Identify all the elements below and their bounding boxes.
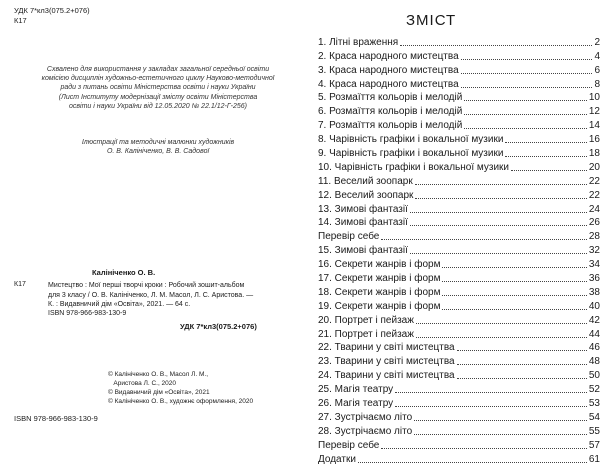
toc-item-title: 1. Літні враження [318, 36, 399, 48]
toc-item-page: 2 [594, 36, 600, 48]
toc-list [318, 35, 600, 466]
toc-leader-dots [358, 462, 587, 463]
toc-item-title: 23. Тварини у світі мистецтва [318, 356, 455, 368]
toc-item [318, 229, 600, 243]
toc-leader-dots [457, 364, 587, 365]
toc-leader-dots [442, 309, 586, 310]
catalog-line: для 3 класу / О. В. Калініченко, Л. М. Масол, Л. С. Аристова. — [48, 291, 254, 299]
udc-header [14, 6, 90, 26]
toc-item-title: 2. Краса народного мистецтва [318, 50, 459, 62]
toc-item-title: 20. Портрет і пейзаж [318, 314, 414, 326]
toc-leader-dots [381, 239, 587, 240]
toc-item-page: 26 [588, 217, 600, 229]
toc-leader-dots [461, 59, 593, 60]
toc-leader-dots [410, 212, 587, 213]
toc-leader-dots [400, 45, 592, 46]
toc-item-title: 8. Чарівність графіки і вокальної музики [318, 134, 504, 146]
toc-item-page: 22 [588, 189, 600, 201]
toc-item [318, 216, 600, 230]
toc-item [318, 49, 600, 63]
catalog-index: К17 [14, 281, 26, 288]
catalog-isbn: ISBN 978-966-983-130-9 [48, 310, 127, 317]
toc-item-page: 57 [588, 439, 600, 451]
approval-line: (Лист Інституту модернізації змісту освіти Міністерства [58, 93, 258, 101]
copyright-line: © Калініченко О. В., Масол Л. М., [108, 371, 209, 378]
toc-item-page: 16 [588, 134, 600, 146]
toc-leader-dots [457, 378, 587, 379]
toc-item-page: 54 [588, 411, 600, 423]
toc-item-page: 6 [594, 64, 600, 76]
toc-leader-dots [395, 406, 587, 407]
toc-item [318, 35, 600, 49]
toc-item-page: 61 [588, 453, 600, 465]
copyright-line: © Видавничий дім «Освіта», 2021 [108, 389, 210, 396]
toc-item [318, 341, 600, 355]
approval-line: комісією дисциплін художньо-естетичного циклу Науково-методичної [41, 75, 275, 83]
toc-item-page: 48 [588, 356, 600, 368]
toc-item-title: 22. Тварини у світі мистецтва [318, 342, 455, 354]
toc-item [318, 104, 600, 118]
toc-item-title: 16. Секрети жанрів і форм [318, 259, 441, 271]
toc-item [318, 77, 600, 91]
toc-item-page: 44 [588, 328, 600, 340]
toc-item [318, 160, 600, 174]
toc-leader-dots [464, 100, 587, 101]
toc-item-title: 19. Секрети жанрів і форм [318, 300, 441, 312]
toc-item-page: 38 [588, 286, 600, 298]
toc-leader-dots [457, 350, 587, 351]
toc-leader-dots [415, 184, 587, 185]
toc-item-title: 4. Краса народного мистецтва [318, 78, 459, 90]
toc-item [318, 382, 600, 396]
author-index: К17 [14, 16, 27, 25]
toc-item-page: 14 [588, 120, 600, 132]
toc-item [318, 285, 600, 299]
toc-item-title: 26. Магія театру [318, 398, 394, 410]
toc-item-page: 53 [588, 398, 600, 410]
toc-leader-dots [464, 128, 587, 129]
left-page [0, 0, 300, 440]
toc-leader-dots [511, 170, 587, 171]
toc-item-title: 27. Зустрічаємо літо [318, 411, 413, 423]
toc-item-page: 18 [588, 148, 600, 160]
toc-item-title: 25. Магія театру [318, 384, 394, 396]
toc-item [318, 271, 600, 285]
udc-footer: УДК 7*кл3(075.2+076) [180, 322, 257, 331]
toc-item-page: 50 [588, 370, 600, 382]
approval-line: ради з питань освіти Міністерства освіти і науки України [60, 84, 256, 92]
toc-item-page: 40 [588, 300, 600, 312]
toc-item-title: Перевір себе [318, 231, 380, 243]
toc-item [318, 313, 600, 327]
toc-item [318, 202, 600, 216]
toc-item-title: 28. Зустрічаємо літо [318, 425, 413, 437]
toc-item-page: 52 [588, 384, 600, 396]
isbn-footer: ISBN 978-966-983-130-9 [14, 414, 98, 423]
toc-leader-dots [505, 142, 586, 143]
toc-item [318, 132, 600, 146]
illustrators-credit [32, 138, 284, 156]
toc-item [318, 91, 600, 105]
toc-item-page: 28 [588, 231, 600, 243]
toc-leader-dots [461, 73, 593, 74]
toc-item-title: 13. Зимові фантазії [318, 203, 408, 215]
toc-item [318, 327, 600, 341]
copyright-line: Аристова Л. С., 2020 [108, 380, 177, 387]
toc-item-title: 21. Портрет і пейзаж [318, 328, 414, 340]
udc-code: УДК 7*кл3(075.2+076) [14, 6, 90, 15]
copyright-line: © Калініченко О. В., художнє оформлення, 2020 [108, 398, 254, 405]
toc-item-page: 24 [588, 203, 600, 215]
toc-item-page: 32 [588, 245, 600, 257]
toc-item-title: Додатки [318, 453, 356, 465]
toc-item-page: 36 [588, 273, 600, 285]
toc-item-title: Перевір себе [318, 439, 380, 451]
toc-item-title: 5. Розмаїття кольорів і мелодій [318, 92, 463, 104]
toc-item [318, 174, 600, 188]
toc-item-title: 6. Розмаїття кольорів і мелодій [318, 106, 463, 118]
toc-item [318, 188, 600, 202]
toc-leader-dots [410, 253, 587, 254]
toc-leader-dots [442, 267, 586, 268]
toc-item-page: 22 [588, 175, 600, 187]
copyright-block [108, 370, 253, 406]
toc-item-title: 3. Краса народного мистецтва [318, 64, 459, 76]
toc-item [318, 368, 600, 382]
toc-leader-dots [414, 434, 587, 435]
toc-item [318, 396, 600, 410]
toc-item-title: 24. Тварини у світі мистецтва [318, 370, 455, 382]
toc-item [318, 63, 600, 77]
toc-item-page: 20 [588, 161, 600, 173]
toc-item [318, 354, 600, 368]
toc-item-page: 12 [588, 106, 600, 118]
toc-item-title: 18. Секрети жанрів і форм [318, 286, 441, 298]
approval-note [32, 65, 284, 111]
toc-item-page: 34 [588, 259, 600, 271]
toc-item-title: 17. Секрети жанрів і форм [318, 273, 441, 285]
approval-line: Схвалено для використання у закладах загальної середньої освіти [46, 66, 270, 73]
toc-title: ЗМІСТ [406, 12, 457, 29]
toc-item-page: 10 [588, 92, 600, 104]
toc-item-title: 10. Чарівність графіки і вокальної музики [318, 161, 509, 173]
toc-leader-dots [442, 295, 586, 296]
catalog-description [48, 281, 300, 310]
toc-item [318, 424, 600, 438]
table-of-contents [306, 0, 600, 465]
illustrators-line: О. В. Калініченко, В. В. Садової [106, 148, 210, 156]
catalog-line: Мистецтво : Мої перші творчі кроки : Робочий зошит-альбом [48, 282, 245, 289]
toc-item-page: 8 [594, 78, 600, 90]
toc-leader-dots [410, 225, 587, 226]
toc-item-page: 46 [588, 342, 600, 354]
toc-item [318, 299, 600, 313]
catalog-line: К. : Видавничий дім «Освіта», 2021. — 64 с. [48, 301, 191, 308]
toc-item-title: 11. Веселий зоопарк [318, 175, 413, 187]
toc-item [318, 118, 600, 132]
approval-line: освіти і науки України від 12.05.2020 № 22.1/12-Г-256) [68, 102, 248, 110]
toc-item-title: 15. Зимові фантазії [318, 245, 408, 257]
toc-item [318, 243, 600, 257]
toc-leader-dots [416, 337, 587, 338]
illustrators-line: Ілюстрації та методичні малюнки художників [81, 139, 235, 146]
toc-leader-dots [464, 114, 587, 115]
toc-item [318, 257, 600, 271]
toc-leader-dots [442, 281, 586, 282]
toc-leader-dots [414, 420, 587, 421]
toc-item [318, 452, 600, 466]
toc-item-page: 55 [588, 425, 600, 437]
toc-leader-dots [415, 198, 586, 199]
toc-item [318, 410, 600, 424]
toc-item-title: 7. Розмаїття кольорів і мелодій [318, 120, 463, 132]
toc-item [318, 146, 600, 160]
toc-leader-dots [416, 323, 587, 324]
toc-item-page: 42 [588, 314, 600, 326]
toc-item-title: 9. Чарівність графіки і вокальної музики [318, 148, 504, 160]
catalog-author: Калініченко О. В. [92, 268, 156, 277]
toc-item-page: 4 [594, 50, 600, 62]
toc-leader-dots [395, 392, 587, 393]
toc-leader-dots [381, 448, 587, 449]
toc-leader-dots [505, 156, 586, 157]
toc-leader-dots [461, 87, 593, 88]
toc-item-title: 12. Веселий зоопарк [318, 189, 414, 201]
toc-item-title: 14. Зимові фантазії [318, 217, 408, 229]
